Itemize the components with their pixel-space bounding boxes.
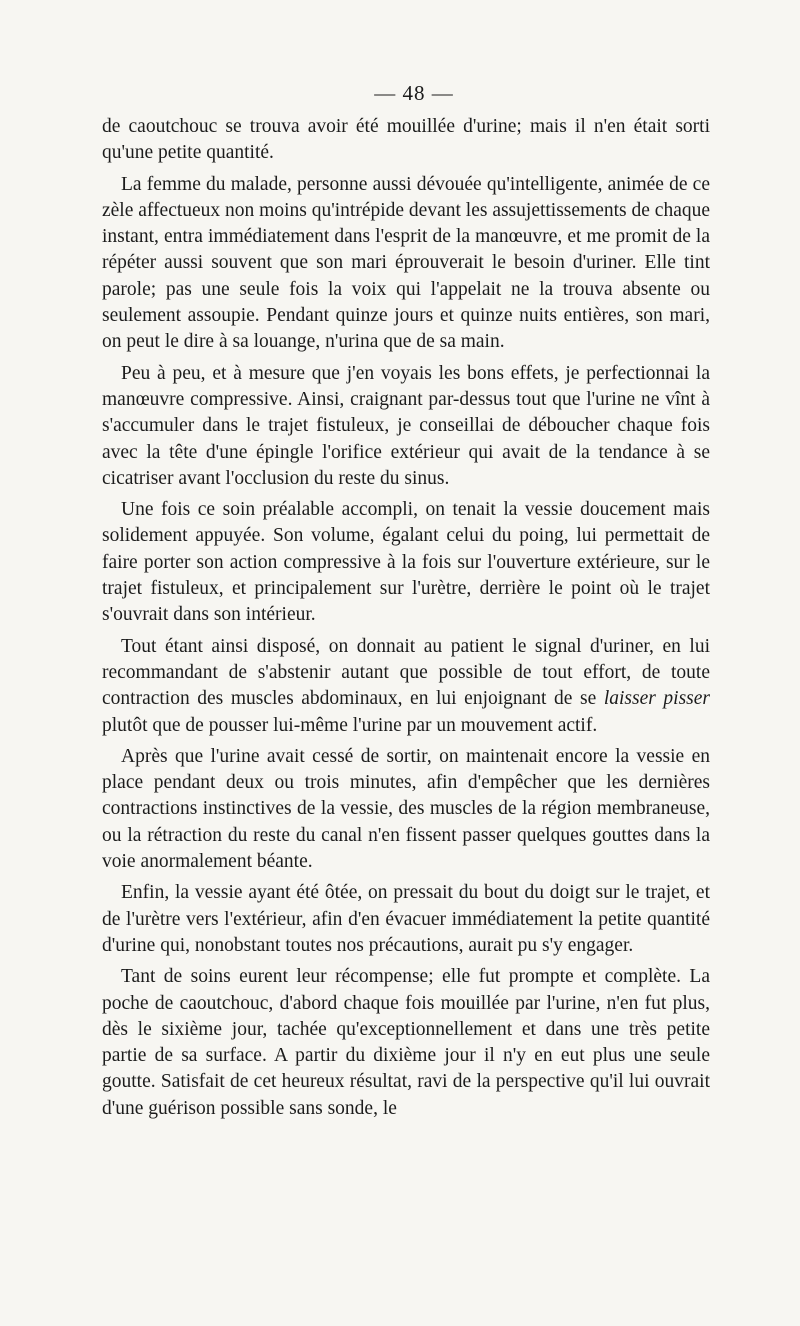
paragraph-3: Peu à peu, et à mesure que j'en voyais les bons effets, je perfectionnai la manœuvre compressive. Ainsi, craignant par-dessus tout que l'urine ne vînt à s'accumuler dans le trajet fistuleux, je conseillai de déboucher chaque fois avec la tête d'une épingle l'orifice extérieur qui avait de la tendance à se cicatriser avant l'occlusion du reste du sinus. — [102, 362, 710, 489]
paragraph-4: Une fois ce soin préalable accompli, on tenait la vessie doucement mais solidement appuyée. Son volume, égalant celui du poing, lui permettait de faire porter son action compressive à la fois sur l'ouverture extérieure, sur le trajet fistuleux, et principalement sur l'urètre, derrière le point où le trajet s'ouvrait dans son intérieur. — [102, 499, 710, 626]
body-text — [102, 114, 710, 1122]
paragraph-5 — [102, 634, 710, 739]
paragraph-8: Tant de soins eurent leur récompense; elle fut prompte et complète. La poche de caoutchouc, d'abord chaque fois mouillée par l'urine, n'en fut plus, dès le sixième jour, tachée qu'exceptionnellement et dans une très petite partie de sa surface. A partir du dixième jour il n'y en eut plus une seule goutte. Satisfait de cet heureux résultat, ravi de la perspective qu'il lui ouvrait d'une guérison possible sans sonde, le — [102, 966, 710, 1119]
paragraph-5-before: Tout étant ainsi disposé, on donnait au patient le signal d'uriner, en lui recommandant de s'abstenir autant que possible de tout effort, de toute contraction des muscles abdominaux, en lui enjoignant de se — [102, 635, 710, 710]
page-content — [102, 80, 710, 1127]
page-number: — 48 — — [374, 81, 454, 105]
paragraph-1: de caoutchouc se trouva avoir été mouillée d'urine; mais il n'en était sorti qu'une petite quantité. — [102, 116, 710, 164]
paragraph-5-after: plutôt que de pousser lui-même l'urine par un mouvement actif. — [102, 714, 598, 736]
paragraph-5-emphasis: laisser pisser — [603, 688, 710, 710]
paragraph-6: Après que l'urine avait cessé de sortir, on maintenait encore la vessie en place pendant deux ou trois minutes, afin d'empêcher que les dernières contractions instinctives de la vessie, des muscles de la région membraneuse, ou la rétraction du reste du canal n'en fissent passer quelques gouttes dans la voie anormalement béante. — [102, 745, 710, 873]
paragraph-2: La femme du malade, personne aussi dévouée qu'intelligente, animée de ce zèle affectueux non moins qu'intrépide devant les assujettissements de chaque instant, entra immédiatement dans l'esprit de la manœuvre, et me promit de la répéter aussi souvent que son mari éprouverait le besoin d'uriner. Elle tint parole; pas une seule fois la voix qui l'appelait ne la trouva absente ou seulement assoupie. Pendant quinze jours et quinze nuits entières, son mari, on peut le dire à sa louange, n'urina que de sa main. — [102, 173, 711, 353]
paragraph-7: Enfin, la vessie ayant été ôtée, on pressait du bout du doigt sur le trajet, et de l'urètre vers l'extérieur, afin d'en évacuer immédiatement la petite quantité d'urine qui, nonobstant toutes nos précautions, aurait pu s'y engager. — [102, 882, 710, 956]
